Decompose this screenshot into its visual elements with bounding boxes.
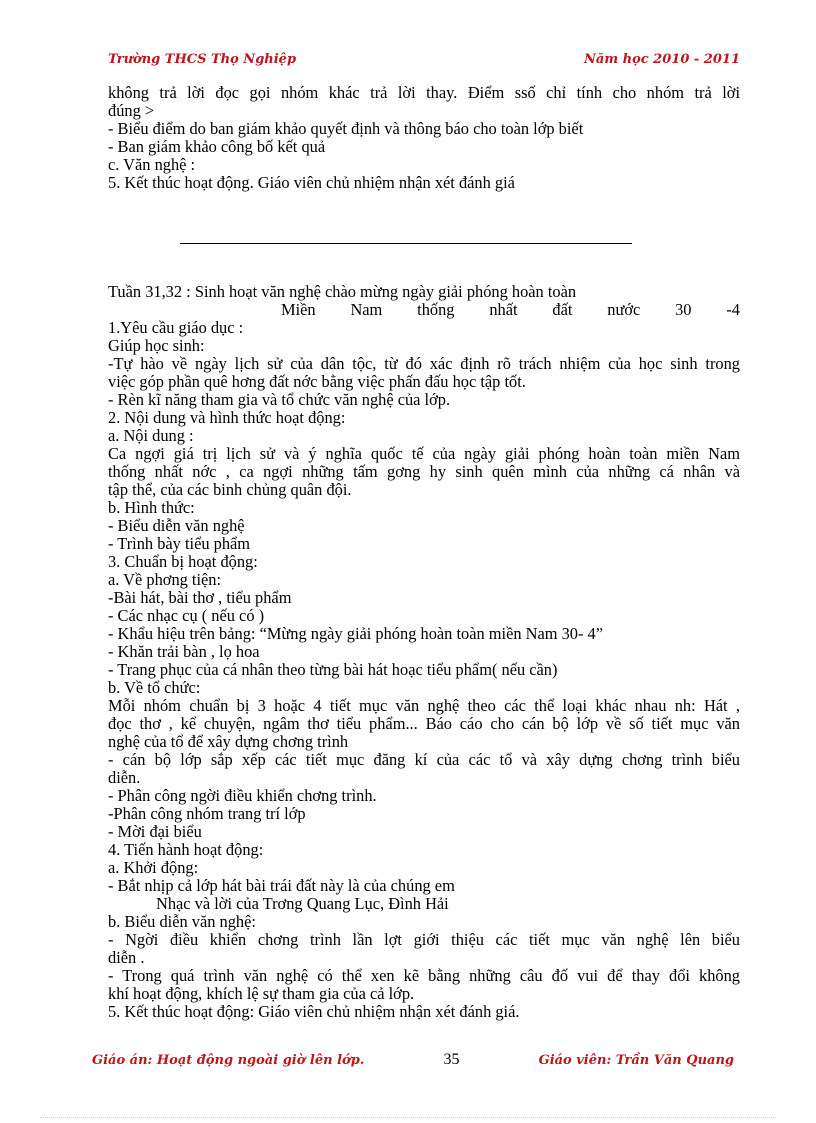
text-line: - Phân công ngời điều khiển chơng trình. bbox=[108, 786, 377, 805]
week-title-continued: Miền Nam thống nhất đất nước 30 -4 bbox=[281, 300, 740, 319]
text-line: Mỗi nhóm chuẩn bị 3 hoặc 4 tiết mục văn nghệ theo các thể loại khác nhau nh: Hát , bbox=[108, 696, 740, 715]
text-line: c. Văn nghệ : bbox=[108, 155, 196, 174]
text-line: - Biểu diễn văn nghệ bbox=[108, 516, 245, 535]
text-line: - Ban giám khảo công bố kết quả bbox=[108, 137, 326, 156]
text-line: 1.Yêu cầu giáo dục : bbox=[108, 318, 244, 337]
text-line: 3. Chuẩn bị hoạt động: bbox=[108, 552, 258, 571]
text-line: 4. Tiến hành hoạt động: bbox=[108, 840, 264, 859]
text-line: việc góp phần quê hơng đất nớc bằng việc phấn đấu học tập tốt. bbox=[108, 372, 526, 391]
text-line: b. Biểu diễn văn nghệ: bbox=[108, 912, 256, 931]
text-line: đúng > bbox=[108, 101, 155, 120]
text-line: nghệ của tổ để xây dựng chơng trình bbox=[108, 732, 349, 751]
text-line: đọc thơ , kể chuyện, ngâm thơ tiểu phẩm... Báo cáo cho cán bộ lớp về số tiết mục văn bbox=[108, 714, 740, 733]
teacher-name: Giáo viên: Trần Văn Quang bbox=[538, 1053, 734, 1068]
text-line: - cán bộ lớp sắp xếp các tiết mục đăng kí của các tổ và xây dựng chơng trình biểu bbox=[108, 750, 740, 769]
text-line: -Bài hát, bài thơ , tiểu phẩm bbox=[108, 588, 292, 607]
text-line: - Trình bày tiểu phẩm bbox=[108, 534, 251, 553]
text-line: không trả lời đọc gọi nhóm khác trả lời thay. Điểm ssố chỉ tính cho nhóm trả lời bbox=[108, 83, 740, 102]
school-name: Trường THCS Thọ Nghiệp bbox=[108, 52, 297, 67]
text-line: - Biểu điểm do ban giám khảo quyết định và thông báo cho toàn lớp biết bbox=[108, 119, 584, 138]
text-line: - Bắt nhịp cả lớp hát bài trái đất này là của chúng em bbox=[108, 876, 455, 895]
section-divider bbox=[180, 243, 632, 244]
text-line: thống nhất nớc , ca ngợi những tấm gơng hy sinh quên mình của những cá nhân và bbox=[108, 462, 740, 481]
page-header bbox=[108, 52, 740, 67]
text-line: 5. Kết thúc hoạt động. Giáo viên chủ nhiệm nhận xét đánh giá bbox=[108, 173, 515, 192]
text-line: - Các nhạc cụ ( nếu có ) bbox=[108, 606, 265, 625]
text-line: - Ngời điều khiển chơng trình lần lợt giới thiệu các tiết mục văn nghệ lên biểu bbox=[108, 930, 740, 949]
page-number: 35 bbox=[443, 1051, 460, 1068]
lesson-plan-title: Giáo án: Hoạt động ngoài giờ lên lớp. bbox=[92, 1053, 365, 1068]
text-line: diễn. bbox=[108, 768, 141, 787]
text-line: - Trang phục của cá nhân theo từng bài hát hoạc tiểu phẩm( nếu cần) bbox=[108, 660, 558, 679]
text-line: - Khẩu hiệu trên bảng: “Mừng ngày giải phóng hoàn toàn miền Nam 30- 4” bbox=[108, 624, 604, 643]
text-line: - Khăn trải bàn , lọ hoa bbox=[108, 642, 260, 661]
page-footer bbox=[92, 1051, 734, 1069]
text-line: - Trong quá trình văn nghệ có thể xen kẽ bằng những câu đố vui để thay đổi không bbox=[108, 966, 740, 985]
text-line: Ca ngợi giá trị lịch sử và ý nghĩa quốc tế của ngày giải phóng hoàn toàn miền Nam bbox=[108, 444, 740, 463]
text-line: Giúp học sinh: bbox=[108, 336, 205, 355]
text-line: -Tự hào về ngày lịch sử của dân tộc, từ đó xác định rõ trách nhiệm của học sinh trong bbox=[108, 354, 740, 373]
bottom-dotted-border bbox=[40, 1117, 776, 1118]
text-line: a. Về phơng tiện: bbox=[108, 570, 222, 589]
text-line: khí hoạt động, khích lệ sự tham gia của cả lớp. bbox=[108, 984, 415, 1003]
school-year: Năm học 2010 - 2011 bbox=[584, 52, 740, 67]
text-line: - Mời đại biểu bbox=[108, 822, 202, 841]
week-title: Tuần 31,32 : Sinh hoạt văn nghệ chào mừng ngày giải phóng hoàn toàn bbox=[108, 282, 577, 301]
text-line: -Phân công nhóm trang trí lớp bbox=[108, 804, 306, 823]
text-line: a. Khởi động: bbox=[108, 858, 199, 877]
text-line: tập thể, của các binh chủng quân đội. bbox=[108, 480, 352, 499]
text-line: diễn . bbox=[108, 948, 145, 967]
text-line: 2. Nội dung và hình thức hoạt động: bbox=[108, 408, 346, 427]
text-line: a. Nội dung : bbox=[108, 426, 194, 445]
text-line: 5. Kết thúc hoạt động: Giáo viên chủ nhiệm nhận xét đánh giá. bbox=[108, 1002, 520, 1021]
text-line: Nhạc và lời của Trơng Quang Lục, Đình Hải bbox=[156, 894, 449, 913]
text-line: b. Hình thức: bbox=[108, 498, 195, 517]
text-line: b. Về tổ chức: bbox=[108, 678, 201, 697]
text-line: - Rèn kĩ năng tham gia và tổ chức văn nghệ của lớp. bbox=[108, 390, 451, 409]
